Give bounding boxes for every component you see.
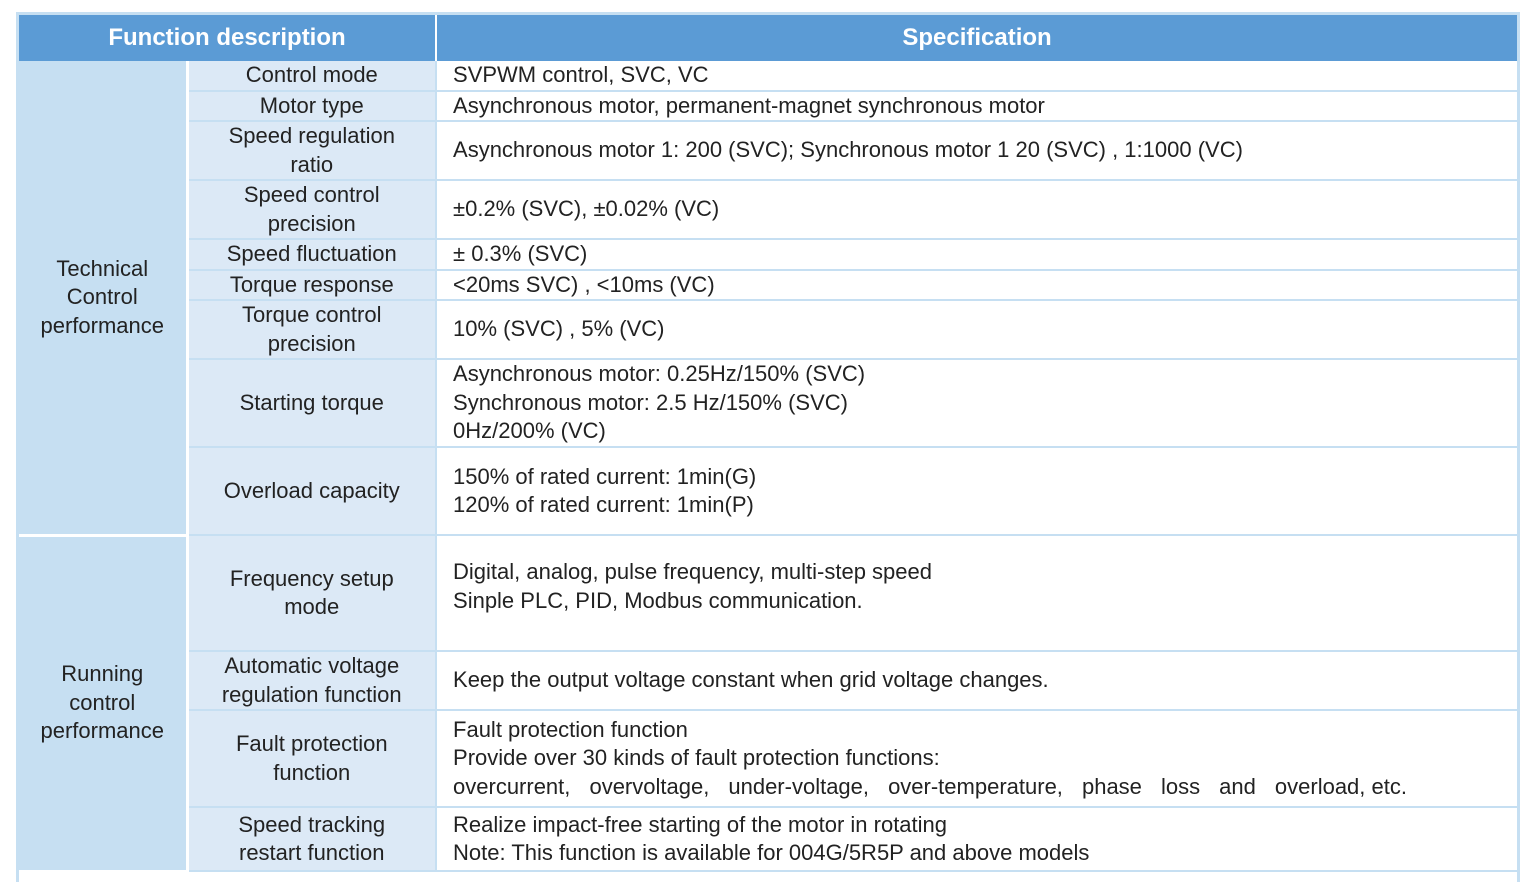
spec-table — [19, 15, 1517, 873]
table-row — [19, 91, 1517, 122]
row-label: Speed regulation ratio — [187, 121, 436, 180]
table-row — [19, 359, 1517, 447]
header-row — [19, 15, 1517, 61]
row-spec: Asynchronous motor: 0.25Hz/150% (SVC) Synchronous motor: 2.5 Hz/150% (SVC) 0Hz/200% (VC) — [436, 359, 1517, 447]
row-label: Automatic voltage regulation function — [187, 651, 436, 710]
row-spec: Asynchronous motor 1: 200 (SVC); Synchronous motor 1 20 (SVC) , 1:1000 (VC) — [436, 121, 1517, 180]
row-label: Frequency setup mode — [187, 535, 436, 651]
row-label: Overload capacity — [187, 447, 436, 535]
row-spec: Keep the output voltage constant when grid voltage changes. — [436, 651, 1517, 710]
row-label: Starting torque — [187, 359, 436, 447]
row-label: Torque response — [187, 270, 436, 301]
table-row — [19, 121, 1517, 180]
table-row — [19, 239, 1517, 270]
spec-table-container — [16, 12, 1520, 882]
table-row — [19, 270, 1517, 301]
category-running-control: Running control performance — [19, 535, 187, 871]
row-spec: Fault protection function Provide over 30 kinds of fault protection functions: overcurrent, overvoltage, under-voltage, over-temperature, phase loss and overload, etc. — [436, 710, 1517, 807]
row-spec: SVPWM control, SVC, VC — [436, 61, 1517, 91]
table-row — [19, 710, 1517, 807]
row-label: Speed fluctuation — [187, 239, 436, 270]
row-spec: 10% (SVC) , 5% (VC) — [436, 300, 1517, 359]
table-row — [19, 180, 1517, 239]
category-technical-control: Technical Control performance — [19, 61, 187, 535]
row-spec: <20ms SVC) , <10ms (VC) — [436, 270, 1517, 301]
justified-protection-line: overcurrent, overvoltage, under-voltage, over-temperature, phase loss and overload, etc. — [453, 773, 1407, 799]
table-row — [19, 447, 1517, 535]
table-row — [19, 807, 1517, 871]
row-label: Speed control precision — [187, 180, 436, 239]
row-label: Motor type — [187, 91, 436, 122]
header-function-description: Function description — [19, 15, 436, 61]
table-row — [19, 61, 1517, 91]
row-spec: Realize impact-free starting of the motor in rotating Note: This function is available for 004G/5R5P and above models — [436, 807, 1517, 871]
table-row — [19, 300, 1517, 359]
table-row — [19, 535, 1517, 651]
row-spec: 150% of rated current: 1min(G) 120% of rated current: 1min(P) — [436, 447, 1517, 535]
row-spec: ±0.2% (SVC), ±0.02% (VC) — [436, 180, 1517, 239]
row-spec: Digital, analog, pulse frequency, multi-step speed Sinple PLC, PID, Modbus communication. — [436, 535, 1517, 651]
table-row — [19, 651, 1517, 710]
row-label: Fault protection function — [187, 710, 436, 807]
row-label: Speed tracking restart function — [187, 807, 436, 871]
row-spec: ± 0.3% (SVC) — [436, 239, 1517, 270]
row-spec: Asynchronous motor, permanent-magnet synchronous motor — [436, 91, 1517, 122]
row-label: Torque control precision — [187, 300, 436, 359]
row-label: Control mode — [187, 61, 436, 91]
header-specification: Specification — [436, 15, 1517, 61]
